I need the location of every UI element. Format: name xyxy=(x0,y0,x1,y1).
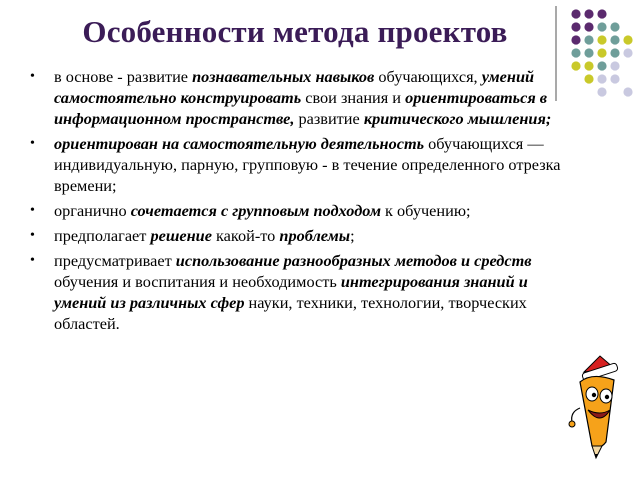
decor-dot xyxy=(584,61,593,70)
plain-text: обучения и воспитания и необходимость xyxy=(54,272,341,291)
bullet-item xyxy=(30,133,570,196)
decor-dot xyxy=(597,87,606,96)
pencil-mascot-icon xyxy=(562,350,632,460)
emphasized-text: умений самостоятельно конструировать xyxy=(54,67,535,107)
plain-text: науки, техники, технологии, творческих областей. xyxy=(54,293,527,333)
slide-title: Особенности метода проектов xyxy=(82,14,508,49)
bullet-glyph: • xyxy=(30,203,35,218)
emphasized-text: познавательных навыков xyxy=(192,67,375,86)
plain-text: обучающихся, xyxy=(374,67,482,86)
decor-dot xyxy=(610,48,619,57)
decor-dot xyxy=(623,35,632,44)
dot-grid-decoration xyxy=(570,8,640,108)
bullet-item xyxy=(30,66,570,129)
decor-dot xyxy=(584,48,593,57)
decor-dot xyxy=(571,22,580,31)
decor-dot xyxy=(597,74,606,83)
bullet-text xyxy=(54,134,561,195)
bullet-glyph: • xyxy=(30,253,35,268)
dot-grid-svg xyxy=(570,8,640,108)
bullet-glyph: • xyxy=(30,136,35,151)
decor-dot xyxy=(597,9,606,18)
bullet-item xyxy=(30,225,570,246)
plain-text: развитие xyxy=(294,109,364,128)
decor-dot xyxy=(623,87,632,96)
plain-text: ; xyxy=(350,226,355,245)
bullet-glyph: • xyxy=(30,228,35,243)
emphasized-text: проблемы xyxy=(279,226,351,245)
plain-text: обучающихся — индивидуальную, парную, групповую - в течение определенного отрезка времени; xyxy=(54,134,561,195)
plain-text: к обучению; xyxy=(380,201,471,220)
bullet-item xyxy=(30,250,570,334)
emphasized-text: критического мышления; xyxy=(363,109,552,128)
bullet-text xyxy=(54,201,471,220)
decor-dot xyxy=(571,35,580,44)
decor-dot xyxy=(610,35,619,44)
decor-dot xyxy=(597,22,606,31)
decor-dot xyxy=(571,9,580,18)
bullet-text xyxy=(54,67,551,128)
bullet-item xyxy=(30,200,570,221)
decor-dot xyxy=(597,61,606,70)
decor-dot xyxy=(584,9,593,18)
decor-dot xyxy=(571,61,580,70)
bullet-text xyxy=(54,251,532,333)
bullet-text xyxy=(54,226,355,245)
plain-text: предусматривает xyxy=(54,251,176,270)
emphasized-text: решение xyxy=(150,226,212,245)
plain-text: органично xyxy=(54,201,131,220)
plain-text: какой-то xyxy=(211,226,280,245)
emphasized-text: ориентирован на самостоятельную деятельность xyxy=(54,134,425,153)
decor-dot xyxy=(610,61,619,70)
plain-text: свои знания и xyxy=(301,88,406,107)
decor-dot xyxy=(610,74,619,83)
decor-dot xyxy=(623,48,632,57)
decor-dot xyxy=(571,48,580,57)
bullet-glyph: • xyxy=(30,69,35,84)
decor-dot xyxy=(584,74,593,83)
emphasized-text: ориентироваться в информационном пространстве, xyxy=(54,88,548,128)
emphasized-text: использование разнообразных методов и средств xyxy=(175,251,532,270)
plain-text: предполагает xyxy=(54,226,151,245)
decor-dot xyxy=(584,35,593,44)
emphasized-text: интегрирования знаний и умений из различных сфер xyxy=(54,272,528,312)
decor-dot xyxy=(597,48,606,57)
plain-text: в основе - развитие xyxy=(54,67,193,86)
emphasized-text: сочетается с групповым подходом xyxy=(130,201,381,220)
decor-dot xyxy=(597,35,606,44)
decor-dot xyxy=(610,22,619,31)
bullet-list xyxy=(30,66,570,338)
decor-dot xyxy=(584,22,593,31)
